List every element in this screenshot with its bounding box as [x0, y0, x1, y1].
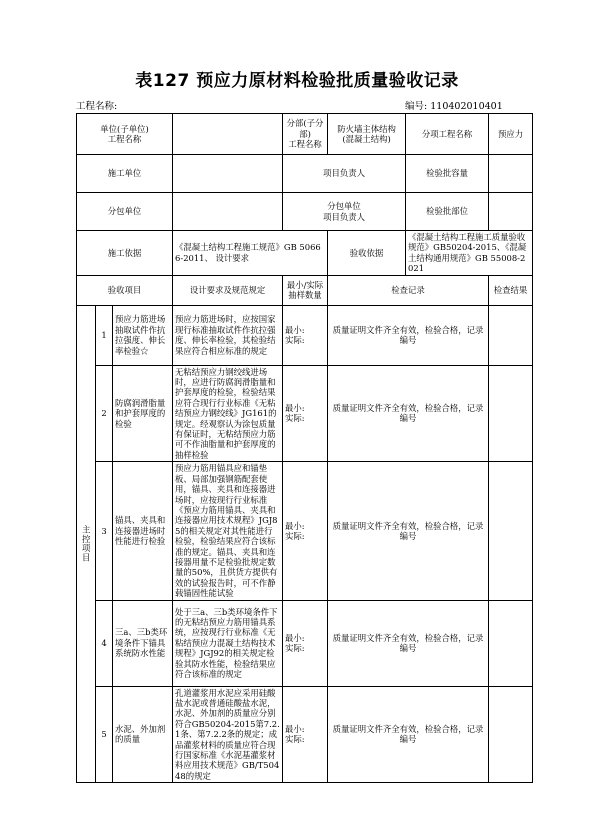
construction-basis-value: 《混凝土结构工程施工规范》GB 50666-2011、 设计要求 [173, 231, 328, 276]
subcontract-manager-label: 分包单位 项目负责人 [283, 193, 406, 231]
subcontract-unit-label: 分包单位 [77, 193, 173, 231]
batch-location-value[interactable] [489, 193, 533, 231]
row-requirement: 无粘结预应力钢绞线进场时，应进行防腐润滑脂量和护套厚度的检验，检验结果应符合现行行业标准《无粘结预应力钢绞线》JG161的规定。经观察认为涂包质量有保证时，无粘结预应力筋可不作油脂量和护套厚度的抽样检验 [173, 365, 283, 462]
construction-unit-label: 施工单位 [77, 155, 173, 193]
table-row [77, 365, 533, 462]
row-item-name: 预应力筋进场抽取试件作抗拉强度、伸长率检验☆ [113, 305, 173, 365]
row-sample[interactable]: 最小: 实际: [283, 462, 328, 600]
col-sample-header: 最小/实际 抽样数量 [283, 275, 328, 305]
row-requirement: 处于三a、三b类环境条件下的无粘结预应力筋用锚具系统，应按现行行业标准《无粘结预应力混凝土结构技术规程》JGJ92的相关规定检验其防水性能，检验结果应符合该标准的规定 [173, 600, 283, 686]
column-header-row [77, 275, 533, 305]
row-record: 质量证明文件齐全有效，检验合格，记录编号 [328, 600, 489, 686]
subdivision-value: 防火墙主体结构 (混凝土结构) [328, 114, 406, 155]
row-record: 质量证明文件齐全有效，检验合格，记录编号 [328, 462, 489, 600]
row-record: 质量证明文件齐全有效，检验合格，记录编号 [328, 365, 489, 462]
page-title: 表127 预应力原材料检验批质量验收记录 [135, 71, 459, 91]
col-result-header: 检查结果 [489, 275, 533, 305]
table-row [77, 686, 533, 783]
row-number: 4 [96, 600, 113, 686]
batch-capacity-label: 检验批容量 [406, 155, 489, 193]
row-result[interactable] [489, 462, 533, 600]
row-item-name: 三a、三b类环境条件下锚具系统防水性能 [113, 600, 173, 686]
header-row-unit [77, 114, 533, 155]
row-item-name: 水泥、外加剂的质量 [113, 686, 173, 783]
row-sample[interactable]: 最小: 实际: [283, 686, 328, 783]
row-sample[interactable]: 最小: 实际: [283, 365, 328, 462]
acceptance-record-table [76, 113, 533, 783]
row-number: 5 [96, 686, 113, 783]
row-record: 质量证明文件齐全有效，检验合格，记录编号 [328, 305, 489, 365]
row-record: 质量证明文件齐全有效，检验合格，记录编号 [328, 686, 489, 783]
row-result[interactable] [489, 365, 533, 462]
col-record-header: 检查记录 [328, 275, 489, 305]
header-row-construction [77, 155, 533, 193]
project-manager-label: 项目负责人 [283, 155, 406, 193]
row-requirement: 预应力筋用锚具应和锚垫板、局部加强钢筋配套使用，锚具、夹具和连接器进场时，应按现行行业标准《预应力筋用锚具、夹具和连接器应用技术规程》JGJ85的相关规定对其性能进行检验，检验结果应符合该标准的规定。锚具、夹具和连接器用量不足检验批规定数量的50%，且供货方提供有效的试验报告时，可不作静载锚固性能试验 [173, 462, 283, 600]
row-result[interactable] [489, 305, 533, 365]
header-row-basis [77, 231, 533, 276]
row-number: 3 [96, 462, 113, 600]
item-name-value: 预应力 [489, 114, 533, 155]
row-result[interactable] [489, 686, 533, 783]
acceptance-basis-label: 验收依据 [328, 231, 406, 276]
unit-name-label: 单位(子单位) 工程名称 [77, 114, 173, 155]
construction-basis-label: 施工依据 [77, 231, 173, 276]
table-row [77, 305, 533, 365]
header-row-subcontract [77, 193, 533, 231]
col-requirement-header: 设计要求及规范规定 [173, 275, 283, 305]
project-name-label: 工程名称: [76, 101, 118, 112]
construction-unit-value[interactable] [173, 155, 283, 193]
col-item-header: 验收项目 [77, 275, 173, 305]
section-label: 主控项目 [77, 305, 96, 783]
row-number: 1 [96, 305, 113, 365]
row-number: 2 [96, 365, 113, 462]
subdivision-label: 分部(子分部) 工程名称 [283, 114, 328, 155]
item-name-label: 分项工程名称 [406, 114, 489, 155]
unit-name-value[interactable] [173, 114, 283, 155]
row-sample[interactable]: 最小: 实际: [283, 305, 328, 365]
table-row [77, 600, 533, 686]
row-sample[interactable]: 最小: 实际: [283, 600, 328, 686]
row-item-name: 锚具、夹具和连接器进场时性能进行检验 [113, 462, 173, 600]
batch-location-label: 检验批部位 [406, 193, 489, 231]
row-result[interactable] [489, 600, 533, 686]
batch-capacity-value[interactable] [489, 155, 533, 193]
row-requirement: 预应力筋进场时，应按国家现行标准抽取试件作抗拉强度、伸长率检验，其检验结果应符合相应标准的规定 [173, 305, 283, 365]
table-row [77, 462, 533, 600]
subcontract-unit-value[interactable] [173, 193, 283, 231]
acceptance-basis-value: 《混凝土结构工程施工质量验收规范》GB50204-2015、《混凝土结构通用规范》GB 55008-2021 [406, 231, 533, 276]
code-field [405, 98, 503, 112]
row-requirement: 孔道灌浆用水泥应采用硅酸盐水泥或普通硅酸盐水泥，水泥、外加剂的质量应分别符合GB50204-2015第7.2.1条、第7.2.2条的规定；成品灌浆材料的质量应符合现行国家标准《水泥基灌浆材料应用技术规范》GB/T50448的规定 [173, 686, 283, 783]
row-item-name: 防腐润滑脂量和护套厚度的检验 [113, 365, 173, 462]
code-value: 110402010401 [430, 101, 503, 112]
code-label: 编号: [405, 101, 428, 112]
